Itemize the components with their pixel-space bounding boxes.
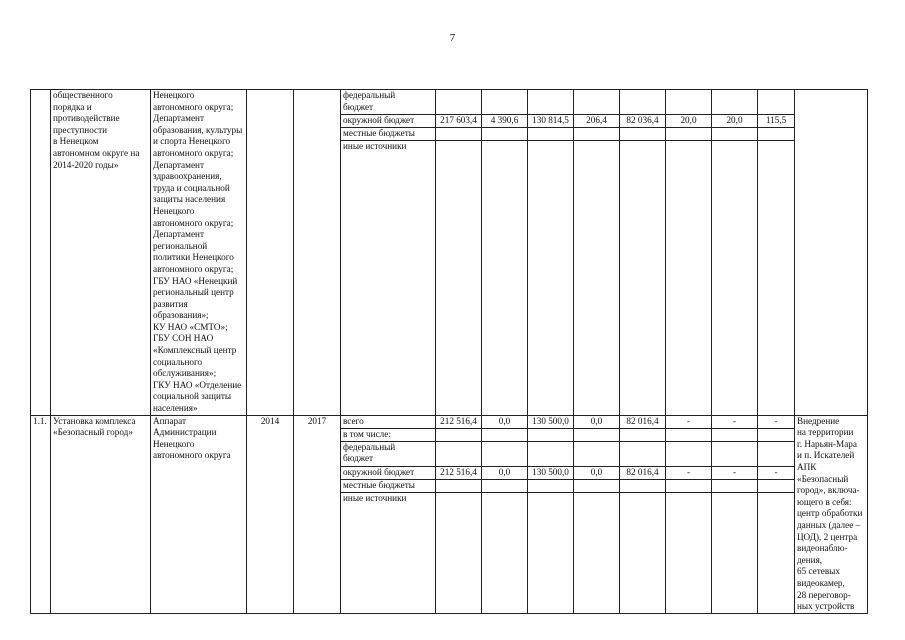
value-cell: - <box>712 466 758 479</box>
value-cell: 212 516,4 <box>436 466 482 479</box>
source-label: всего <box>341 415 436 428</box>
value-cell <box>482 141 528 416</box>
value-cell: 20,0 <box>712 115 758 128</box>
value-cell <box>620 480 666 493</box>
value-cell <box>666 90 712 115</box>
result-cell: Внедрение на территории г. Нарьян-Мара и п. Искателей АПК «Безопасный город», включа- ющего в себя: центр обработки данных (далее – ЦОД), 2 центра видеонаблю- дения, 65 сетевых видеокамер, 28 переговор- ных устройств <box>795 415 868 613</box>
value-cell <box>528 141 574 416</box>
value-cell: 206,4 <box>574 115 620 128</box>
value-cell <box>620 428 666 441</box>
source-label: федеральный бюджет <box>341 90 436 115</box>
program-name-cell: общественного порядка и противодействие преступности в Ненецком автономном округе на 2014-2020 годы» <box>51 90 151 416</box>
value-cell <box>758 141 795 416</box>
value-cell: 0,0 <box>574 415 620 428</box>
value-cell <box>666 428 712 441</box>
value-cell <box>482 128 528 141</box>
value-cell: 20,0 <box>666 115 712 128</box>
value-cell <box>436 428 482 441</box>
value-cell <box>574 141 620 416</box>
value-cell <box>574 128 620 141</box>
source-label: местные бюджеты <box>341 480 436 493</box>
row-number-cell: 1.1. <box>31 415 51 613</box>
value-cell <box>712 480 758 493</box>
source-label: иные источники <box>341 141 436 416</box>
source-label: федеральный бюджет <box>341 441 436 466</box>
source-label: окружной бюджет <box>341 466 436 479</box>
value-cell <box>436 141 482 416</box>
executors-cell: Ненецкого автономного округа; Департамент образования, культуры и спорта Ненецкого автономного округа; Департамент здравоохранения, труда и социальной защиты населения Ненецкого автономного округа; Департамент региональной политики Ненецкого автономного округа; ГБУ НАО «Ненецкий региональный центр развития образования»; КУ НАО «СМТО»; ГБУ СОН НАО «Комплексный центр социального обслуживания»; ГКУ НАО «Отделение социальной защиты населения» <box>151 90 247 416</box>
end-year-cell: 2017 <box>294 415 341 613</box>
value-cell <box>758 428 795 441</box>
start-year-cell: 2014 <box>247 415 294 613</box>
value-cell <box>712 493 758 614</box>
value-cell <box>620 90 666 115</box>
value-cell <box>436 480 482 493</box>
row-number-cell <box>31 90 51 416</box>
value-cell <box>620 128 666 141</box>
value-cell <box>574 428 620 441</box>
table-row <box>31 415 868 428</box>
start-year-cell <box>247 90 294 416</box>
value-cell: - <box>666 415 712 428</box>
value-cell: - <box>666 466 712 479</box>
value-cell: - <box>758 466 795 479</box>
value-cell: - <box>712 415 758 428</box>
value-cell: 82 036,4 <box>620 115 666 128</box>
value-cell <box>666 493 712 614</box>
value-cell: 4 390,6 <box>482 115 528 128</box>
value-cell: 115,5 <box>758 115 795 128</box>
value-cell: 130 814,5 <box>528 115 574 128</box>
value-cell: 0,0 <box>482 415 528 428</box>
value-cell <box>528 493 574 614</box>
value-cell: 82 016,4 <box>620 466 666 479</box>
value-cell <box>712 90 758 115</box>
value-cell <box>620 141 666 416</box>
value-cell <box>758 480 795 493</box>
value-cell: 130 500,0 <box>528 466 574 479</box>
value-cell <box>666 128 712 141</box>
value-cell <box>712 128 758 141</box>
value-cell <box>620 493 666 614</box>
value-cell: - <box>758 415 795 428</box>
table-body <box>31 90 868 614</box>
source-label: окружной бюджет <box>341 115 436 128</box>
value-cell: 212 516,4 <box>436 415 482 428</box>
value-cell <box>528 128 574 141</box>
value-cell: 217 603,4 <box>436 115 482 128</box>
value-cell <box>758 128 795 141</box>
value-cell <box>436 128 482 141</box>
value-cell <box>574 441 620 466</box>
end-year-cell <box>294 90 341 416</box>
value-cell <box>482 480 528 493</box>
value-cell <box>528 90 574 115</box>
value-cell <box>666 441 712 466</box>
value-cell <box>666 141 712 416</box>
executors-cell: Аппарат Администрации Ненецкого автономного округа <box>151 415 247 613</box>
value-cell <box>758 493 795 614</box>
value-cell: 130 500,0 <box>528 415 574 428</box>
table-row <box>31 90 868 115</box>
page-number: 7 <box>449 32 456 44</box>
value-cell <box>574 90 620 115</box>
value-cell <box>758 90 795 115</box>
value-cell <box>574 493 620 614</box>
value-cell <box>620 441 666 466</box>
result-cell <box>795 90 868 416</box>
budget-table <box>30 89 868 614</box>
value-cell <box>712 441 758 466</box>
source-label: в том числе: <box>341 428 436 441</box>
value-cell <box>482 493 528 614</box>
value-cell <box>528 428 574 441</box>
source-label: иные источники <box>341 493 436 614</box>
value-cell <box>712 428 758 441</box>
value-cell <box>528 480 574 493</box>
program-name-cell: Установка комплекса «Безопасный город» <box>51 415 151 613</box>
value-cell: 0,0 <box>574 466 620 479</box>
value-cell <box>482 90 528 115</box>
value-cell <box>666 480 712 493</box>
value-cell <box>574 480 620 493</box>
value-cell <box>758 441 795 466</box>
value-cell: 82 016,4 <box>620 415 666 428</box>
value-cell <box>712 141 758 416</box>
value-cell <box>436 493 482 614</box>
value-cell <box>436 441 482 466</box>
value-cell <box>482 441 528 466</box>
value-cell <box>528 441 574 466</box>
value-cell <box>482 428 528 441</box>
value-cell: 0,0 <box>482 466 528 479</box>
value-cell <box>436 90 482 115</box>
source-label: местные бюджеты <box>341 128 436 141</box>
